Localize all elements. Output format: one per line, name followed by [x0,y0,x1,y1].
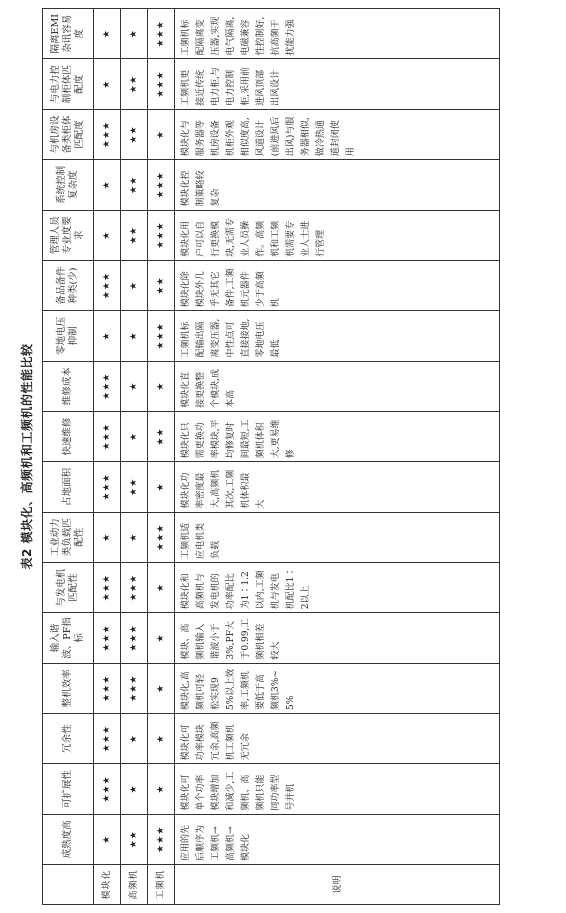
star-rating-cell: ★★★ [94,411,121,461]
star-rating-cell: ★★★ [121,613,148,663]
star-rating-cell: ★★ [148,260,175,310]
rating-row [94,9,121,905]
star-rating-cell: ★★★ [148,9,175,60]
star-rating-cell: ★ [121,361,148,411]
star-rating-cell: ★ [94,512,121,562]
header-cell: 可扩展性 [43,764,94,814]
row-label: 模块化 [94,865,121,905]
note-cell: 模块化功率密度最大,高频机其次,工频机体积最大 [175,462,500,512]
note-cell: 工频机适应电机类负载 [175,512,500,562]
note-cell: 模块化除模块外几乎无其它备件,工频机元器件少于高频机 [175,260,500,310]
header-cell: 成熟度高 [43,814,94,864]
star-rating-cell: ★★ [121,109,148,159]
star-rating-cell: ★★★ [148,59,175,109]
header-cell: 与发电机匹配性 [43,562,94,612]
note-cell: 模块化直接更换整个模块,成本高 [175,361,500,411]
note-cell: 工频机标配输出隔离变压器,中性点可直接接地,零地电压最低 [175,311,500,361]
star-rating-cell: ★★ [121,59,148,109]
notes-row [175,9,500,905]
star-rating-cell: ★ [121,512,148,562]
star-rating-cell: ★★★ [148,160,175,210]
header-cell: 工业动力类负载匹配性 [43,512,94,562]
star-rating-cell: ★ [94,160,121,210]
note-cell: 模块化控制策略较复杂 [175,160,500,210]
header-cell: 冗余性 [43,713,94,763]
star-rating-cell: ★ [94,9,121,60]
star-rating-cell: ★★ [121,160,148,210]
star-rating-cell: ★★★ [148,311,175,361]
star-rating-cell: ★★★ [148,512,175,562]
star-rating-cell: ★★ [121,814,148,864]
star-rating-cell: ★ [148,109,175,159]
star-rating-cell: ★★★ [94,663,121,713]
star-rating-cell: ★ [94,59,121,109]
note-cell: 模块化与服务器等机房设备机柜外观相似度高,风道设计(前进风后出风)与服务器相似,做冷热通道封闭使用 [175,109,500,159]
star-rating-cell: ★★ [148,411,175,461]
header-cell: 与电力控制柜体匹配度 [43,59,94,109]
star-rating-cell: ★★★ [121,562,148,612]
star-rating-cell: ★ [148,361,175,411]
star-rating-cell: ★ [121,9,148,60]
star-rating-cell: ★★ [121,462,148,512]
note-cell: 模块化用户可以自行更换模块,无需专业人员操作。高频机和工频机需要专业人士进行管理 [175,210,500,260]
header-cell: 维修成本 [43,361,94,411]
star-rating-cell: ★★★ [94,562,121,612]
rating-row [148,9,175,905]
star-rating-cell: ★ [148,562,175,612]
star-rating-cell: ★ [121,764,148,814]
header-cell: 占地面积 [43,462,94,512]
corner-cell [43,865,94,905]
star-rating-cell: ★★★ [94,260,121,310]
header-cell: 整机效率 [43,663,94,713]
note-cell: 应用的先后顺序为工频机→高频机→模块化 [175,814,500,864]
star-rating-cell: ★★★ [148,814,175,864]
header-cell: 与机房设备类柜体匹配度 [43,109,94,159]
star-rating-cell: ★ [94,210,121,260]
star-rating-cell: ★ [148,764,175,814]
row-label: 工频机 [148,865,175,905]
header-cell: 快速维修 [43,411,94,461]
header-cell: 系统控制复杂度 [43,160,94,210]
notes-label: 说明 [175,865,500,905]
star-rating-cell: ★★★ [121,663,148,713]
star-rating-cell: ★ [121,411,148,461]
header-cell: 管理人员专业度要求 [43,210,94,260]
note-cell: 模块化只需更换功率模块,平均修复时间最短,工频机体积大,更易维修 [175,411,500,461]
star-rating-cell: ★★ [121,210,148,260]
comparison-table [42,8,500,905]
star-rating-cell: ★★★ [94,764,121,814]
note-cell: 工频机更接近传统电力柜,与电力控制柜,采用前进风顶部出风设计 [175,59,500,109]
star-rating-cell: ★ [121,713,148,763]
note-cell: 模块、高频机输入谐波小于3%,PF大于0.99,工频机相差较大 [175,613,500,663]
star-rating-cell: ★★★ [148,210,175,260]
header-cell: 备品备件种类(少) [43,260,94,310]
row-label: 高频机 [121,865,148,905]
header-cell: 输入谐波、PF指标 [43,613,94,663]
star-rating-cell: ★★★ [94,361,121,411]
header-cell: 隔离EMI杂讯容易度 [43,9,94,60]
note-cell: 模块化,高频机可轻松实现95%以上效率,工频机要低于高频机3%~5% [175,663,500,713]
star-rating-cell: ★ [148,663,175,713]
note-cell: 模块化和高频机与发电机的功率配比为1∶1.2以内,工频机与发电机配比1∶2以上 [175,562,500,612]
note-cell: 模块化可单个功率模块增加和减少,工频机、高频机只能同功率型号并机 [175,764,500,814]
header-row [43,9,94,905]
star-rating-cell: ★ [121,311,148,361]
star-rating-cell: ★ [94,311,121,361]
note-cell: 模块化可功率模块冗余,高频机工频机无冗余 [175,713,500,763]
star-rating-cell: ★ [148,462,175,512]
header-cell: 零地电压抑制 [43,311,94,361]
star-rating-cell: ★ [148,713,175,763]
star-rating-cell: ★ [121,260,148,310]
star-rating-cell: ★ [94,814,121,864]
star-rating-cell: ★★★ [94,462,121,512]
table-body [94,9,500,905]
note-cell: 工频机标配隔离变压器,实现电气隔离,电磁兼容性控制好,抗高频干扰能力强 [175,9,500,60]
star-rating-cell: ★★★ [94,109,121,159]
table-caption: 表2 模块化、高频机和工频机的性能比较 [20,343,34,570]
rating-row [121,9,148,905]
star-rating-cell: ★ [148,613,175,663]
star-rating-cell: ★★★ [94,613,121,663]
star-rating-cell: ★★★ [94,713,121,763]
